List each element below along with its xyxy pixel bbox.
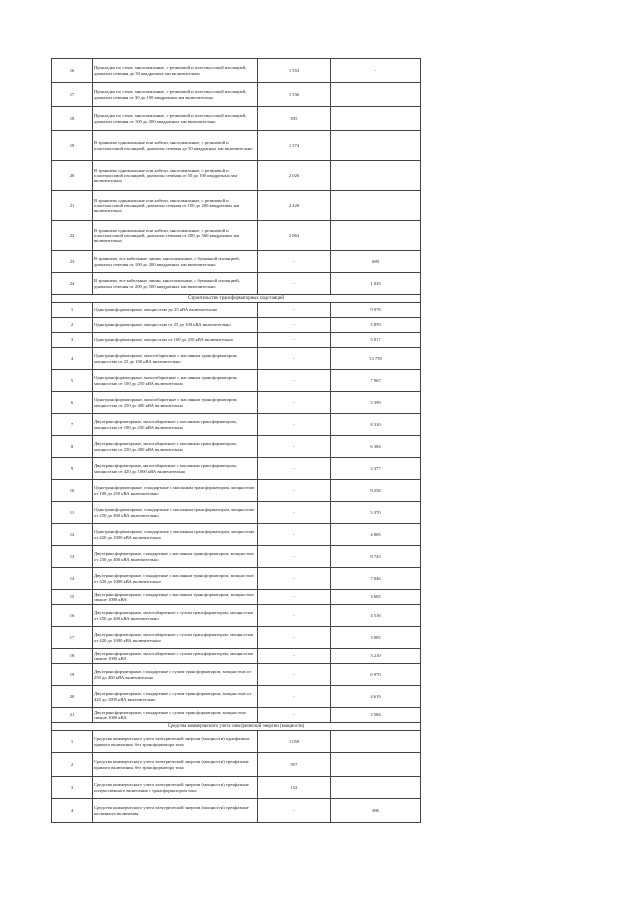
row-number: 2 (52, 318, 93, 333)
row-value-a: - (258, 480, 331, 502)
table-row (52, 333, 421, 348)
row-value-b (331, 107, 421, 131)
row-number: 18 (52, 649, 93, 664)
row-value-b: 689 (331, 251, 421, 273)
row-number: 7 (52, 414, 93, 436)
row-value-a: 1 536 (258, 83, 331, 107)
row-value-b: 4 619 (331, 686, 421, 708)
row-value-b (331, 83, 421, 107)
row-number: 18 (52, 107, 93, 131)
row-description: Однотрансформаторные, малогабаритные с масляным трансформатором, мощностью от 250 до 400 кВА включительно (93, 392, 258, 414)
table-row (52, 83, 421, 107)
row-number: 22 (52, 221, 93, 251)
row-value-a: - (258, 273, 331, 295)
table-row (52, 414, 421, 436)
row-value-a: - (258, 664, 331, 686)
row-number: 21 (52, 708, 93, 723)
row-number: 4 (52, 799, 93, 823)
table-row (52, 480, 421, 502)
row-value-a: - (258, 524, 331, 546)
row-value-b (331, 777, 421, 799)
row-number: 19 (52, 664, 93, 686)
row-description: Средства коммерческого учета электрической энергии (мощности) трехфазные полукосвенного включения с трансформатором тока (93, 777, 258, 799)
row-number: 20 (52, 686, 93, 708)
table-row (52, 273, 421, 295)
row-value-b: 5 859 (331, 318, 421, 333)
row-value-b: 6 970 (331, 664, 421, 686)
row-value-b: 8 310 (331, 414, 421, 436)
table-row (52, 649, 421, 664)
row-description: Однотрансформаторные, мощностью до 25 кВА включительно (93, 303, 258, 318)
row-description: Средства коммерческого учета электрической энергии (мощности) трехфазные косвенного включения (93, 799, 258, 823)
row-description: Двухтрансформаторные, стандартные с масляным трансформатором, мощностью от 250 до 400 кВА включительно (93, 546, 258, 568)
row-description: Однотрансформаторные, стандартные с масляным трансформатором, мощностью от 420 до 1000 кВА включительно (93, 524, 258, 546)
row-description: Двухтрансформаторные, малогабаритные с масляным трансформатором, мощностью от 420 до 1000 кВА включительно (93, 458, 258, 480)
row-number: 8 (52, 436, 93, 458)
table-row (52, 458, 421, 480)
row-value-a: - (258, 799, 331, 823)
table-row (52, 524, 421, 546)
row-value-a: - (258, 333, 331, 348)
table-row (52, 605, 421, 627)
row-value-b (331, 221, 421, 251)
table-row (52, 107, 421, 131)
row-number: 11 (52, 502, 93, 524)
row-value-b: 13 759 (331, 348, 421, 370)
table-row (52, 627, 421, 649)
row-number: 21 (52, 191, 93, 221)
row-number: 6 (52, 392, 93, 414)
row-number: 16 (52, 605, 93, 627)
row-value-a: - (258, 414, 331, 436)
row-value-b (331, 731, 421, 753)
row-number: 16 (52, 59, 93, 83)
table-row (52, 392, 421, 414)
table-row (52, 502, 421, 524)
row-value-b: 3 605 (331, 590, 421, 605)
row-value-a: - (258, 370, 331, 392)
row-value-b: 5 817 (331, 333, 421, 348)
row-value-a: - (258, 458, 331, 480)
row-description: В траншеях одножильные или кабели, многожильные, с резиновой и пластмассовой изоляцией, диапазон сечения от 200 до 500 квадратных мм включительно (93, 221, 258, 251)
table-row (52, 686, 421, 708)
row-value-a: - (258, 627, 331, 649)
row-value-b: 7 967 (331, 370, 421, 392)
row-value-a: - (258, 502, 331, 524)
row-description: Однотрансформаторные, стандартные с масляным трансформатором, мощностью от 250 до 400 кВА включительно (93, 502, 258, 524)
row-number: 1 (52, 303, 93, 318)
table-row (52, 59, 421, 83)
row-number: 4 (52, 348, 93, 370)
row-value-a: 2 420 (258, 191, 331, 221)
table-row (52, 436, 421, 458)
row-description: Прокладка по стене, многожильные, с резиновой и пластмассовой изоляцией, диапазон сечения до 30 квадратных мм включительно (93, 59, 258, 83)
row-value-a: - (258, 708, 331, 723)
row-number: 3 (52, 777, 93, 799)
table-row (52, 370, 421, 392)
row-value-a: 2 026 (258, 161, 331, 191)
row-value-b: 386 (331, 799, 421, 823)
row-number: 24 (52, 273, 93, 295)
row-description: Однотрансформаторные, мощностью от 25 до 100 кВА включительно (93, 318, 258, 333)
row-value-a: 1 553 (258, 59, 331, 83)
row-description: Однотрансформаторные, малогабаритные с масляным трансформатором, мощностью от 100 до 250 кВА включительно (93, 370, 258, 392)
row-value-a: - (258, 649, 331, 664)
row-number: 10 (52, 480, 93, 502)
row-value-b: 7 046 (331, 568, 421, 590)
row-description: Двухтрансформаторные, стандартные с сухим трансформатором, мощностью от 420 до 1000 кВА включительно (93, 686, 258, 708)
table-row (52, 546, 421, 568)
row-description: В траншеях одножильные или кабели, многожильные, с резиновой и пластмассовой изоляцией, диапазон сечения от 100 до 200 квадратных мм включительно (93, 191, 258, 221)
row-description: В траншеях одножильные или кабели, многожильные, с резиновой и пластмассовой изоляцией, диапазон сечения до 50 квадратных мм включительно (93, 131, 258, 161)
row-description: Двухтрансформаторные, стандартные с сухим трансформатором, мощностью от 250 до 400 кВА включительно (93, 664, 258, 686)
row-description: Однотрансформаторные, мощностью от 100 до 250 кВА включительно (93, 333, 258, 348)
row-value-b: 1 035 (331, 273, 421, 295)
table-row (52, 799, 421, 823)
row-description: Средства коммерческого учета электрической энергии (мощности) трехфазные прямого включения, без трансформатора тока (93, 753, 258, 777)
row-value-b: 3 085 (331, 627, 421, 649)
row-number: 23 (52, 251, 93, 273)
section-heading: Строительство трансформаторных подстанций (52, 295, 421, 303)
row-description: Средства коммерческого учета электрической энергии (мощности) однофазные прямого включения, без трансформатора тока (93, 731, 258, 753)
section-heading-row (52, 723, 421, 731)
row-value-a: 1 050 (258, 731, 331, 753)
row-value-a: 1 574 (258, 131, 331, 161)
row-value-b (331, 161, 421, 191)
row-value-a: 2 863 (258, 221, 331, 251)
table-row (52, 318, 421, 333)
row-value-b: 9 258 (331, 480, 421, 502)
table-row (52, 221, 421, 251)
table-row (52, 161, 421, 191)
row-description: Двухтрансформаторные, малогабаритные с сухим трансформатором, мощностью свыше 1000 кВА (93, 649, 258, 664)
row-value-a: - (258, 348, 331, 370)
row-number: 14 (52, 568, 93, 590)
table-row (52, 777, 421, 799)
row-number: 2 (52, 753, 93, 777)
row-value-a: - (258, 318, 331, 333)
row-value-b: 5 399 (331, 392, 421, 414)
row-description: Двухтрансформаторные, малогабаритные с сухим трансформатором, мощностью от 250 до 400 кВА включительно (93, 605, 258, 627)
row-number: 9 (52, 458, 93, 480)
table-row (52, 664, 421, 686)
table-row (52, 131, 421, 161)
row-description: Прокладка по стене, многожильные, с резиновой и пластмассовой изоляцией, диапазон сечения от 30 до 100 квадратных мм включительно (93, 83, 258, 107)
row-number: 3 (52, 333, 93, 348)
row-number: 5 (52, 370, 93, 392)
row-value-a: 957 (258, 753, 331, 777)
row-description: Однотрансформаторные, малогабаритные с масляным трансформатором, мощностью от 25 до 100 кВА включительно (93, 348, 258, 370)
row-number: 20 (52, 161, 93, 191)
row-number: 13 (52, 546, 93, 568)
table-row (52, 753, 421, 777)
row-value-a: - (258, 436, 331, 458)
row-description: Двухтрансформаторные, малогабаритные с масляным трансформатором, мощностью от 250 до 400 кВА включительно (93, 436, 258, 458)
row-number: 15 (52, 590, 93, 605)
row-number: 17 (52, 627, 93, 649)
row-value-b (331, 131, 421, 161)
table-row (52, 251, 421, 273)
table-row (52, 568, 421, 590)
tariff-table-body (52, 59, 421, 823)
row-number: 19 (52, 131, 93, 161)
row-description: Двухтрансформаторные, стандартные с сухим трансформатором, мощностью свыше 1000 кВА (93, 708, 258, 723)
row-value-a: - (258, 392, 331, 414)
row-description: В траншеях, все кабельные линии, многожильные, с бумажной изоляцией, диапазон сечения от 200 до 500 квадратных мм включительно (93, 273, 258, 295)
table-row (52, 708, 421, 723)
tariff-table (51, 58, 421, 823)
row-value-b: 5 370 (331, 502, 421, 524)
row-value-a: - (258, 546, 331, 568)
row-value-a: 152 (258, 777, 331, 799)
row-value-b: 3 584 (331, 708, 421, 723)
row-description: Двухтрансформаторные, стандартные с масляным трансформатором, мощностью от 420 до 1000 кВА включительно (93, 568, 258, 590)
row-description: Двухтрансформаторные, малогабаритные с масляным трансформатором, мощностью от 100 до 250 кВА включительно (93, 414, 258, 436)
row-value-a: - (258, 568, 331, 590)
row-description: Двухтрансформаторные, стандартные с масляным трансформатором, мощностью свыше 1000 кВА (93, 590, 258, 605)
table-row (52, 191, 421, 221)
row-description: В траншеях одножильные или кабели, многожильные, с резиновой и пластмассовой изоляцией, диапазон сечения от 50 до 100 квадратных мм включительно (93, 161, 258, 191)
table-row (52, 303, 421, 318)
row-value-b: 3 377 (331, 458, 421, 480)
row-value-b: 8 743 (331, 546, 421, 568)
row-number: 1 (52, 731, 93, 753)
section-heading-row (52, 295, 421, 303)
row-value-a: - (258, 590, 331, 605)
table-row (52, 731, 421, 753)
row-value-b (331, 191, 421, 221)
row-value-b: 6 384 (331, 436, 421, 458)
table-row (52, 590, 421, 605)
row-value-a: - (258, 303, 331, 318)
section-heading: Средства коммерческого учета электрической энергии (мощности) (52, 723, 421, 731)
row-value-a: 835 (258, 107, 331, 131)
row-value-b: 4 805 (331, 524, 421, 546)
row-value-a: - (258, 686, 331, 708)
row-value-a: - (258, 251, 331, 273)
row-value-b: 3 210 (331, 649, 421, 664)
row-value-b (331, 753, 421, 777)
row-description: Двухтрансформаторные, малогабаритные с сухим трансформатором, мощностью от 420 до 1000 кВА включительно (93, 627, 258, 649)
row-value-b: 4 516 (331, 605, 421, 627)
table-row (52, 348, 421, 370)
row-number: 12 (52, 524, 93, 546)
row-number: 17 (52, 83, 93, 107)
row-description: Прокладка по стене, многожильные, с резиновой и пластмассовой изоляцией, диапазон сечения от 100 до 200 квадратных мм включительно (93, 107, 258, 131)
row-description: В траншеях, все кабельные линии, многожильные, с бумажной изоляцией, диапазон сечения от 100 до 200 квадратных мм включительно (93, 251, 258, 273)
row-value-b: 9 076 (331, 303, 421, 318)
row-description: Однотрансформаторные, стандартные с масляным трансформатором, мощностью от 100 до 250 кВА включительно (93, 480, 258, 502)
row-value-a: - (258, 605, 331, 627)
row-value-b: - (331, 59, 421, 83)
